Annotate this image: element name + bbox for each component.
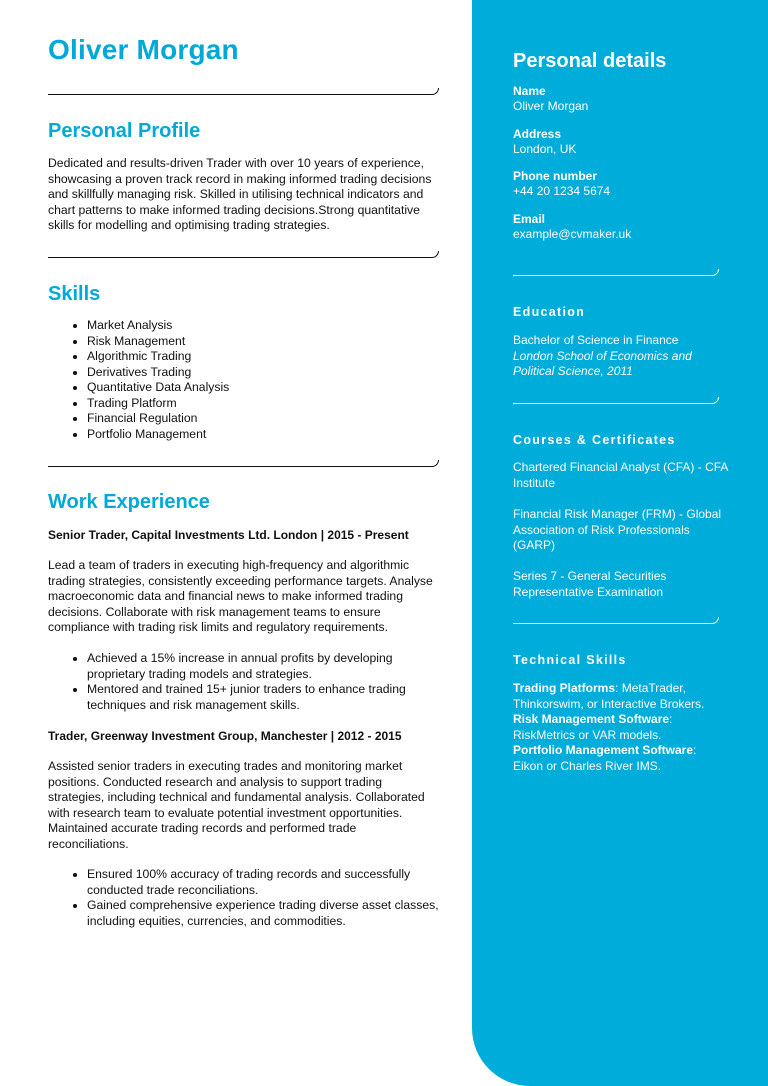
tech-skill-value: : MetaTrader, Thinkorswim, or Interactive Brokers. <box>513 681 705 711</box>
job-heading: Trader, Greenway Investment Group, Manchester | 2012 - 2015 <box>48 729 402 743</box>
courses-title: Courses & Certificates <box>513 433 676 447</box>
education-school: London School of Economics and Political Science, 2011 <box>513 348 692 378</box>
course-item: Financial Risk Manager (FRM) - Global Association of Risk Professionals (GARP) <box>513 507 722 552</box>
skill-item: • Market Analysis <box>87 318 440 334</box>
tech-skill-value: : Eikon or Charles River IMS. <box>513 743 697 773</box>
sidebar-divider <box>513 397 719 404</box>
candidate-name: Oliver Morgan <box>48 34 239 65</box>
job-achievements <box>48 651 440 713</box>
skill-item: • Quantitative Data Analysis <box>87 380 440 396</box>
phone-label: Phone number <box>513 169 598 183</box>
job-description: Lead a team of traders in executing high-frequency and algorithmic trading strategies, consistently exceeding performance targets. Analyse macroeconomic data and financial news to make informed trading decisions. Collaborate with risk management teams to ensure compliance with trading risk limits and regulatory requirements. <box>48 558 433 634</box>
job-achievements <box>48 867 440 929</box>
tech-skill-label: Portfolio Management Software <box>513 743 694 757</box>
address-label: Address <box>513 127 562 141</box>
email-label: Email <box>513 212 546 226</box>
email-value: example@cvmaker.uk <box>513 227 632 241</box>
tech-skill-label: Trading Platforms <box>513 681 616 695</box>
divider <box>48 88 439 95</box>
skill-item: • Derivatives Trading <box>87 365 440 381</box>
address-value: London, UK <box>513 142 577 156</box>
skill-item: • Portfolio Management <box>87 427 440 443</box>
job-description: Assisted senior traders in executing trades and monitoring market positions. Conducted research and analysis to support trading strategies, including technical and fundamental analysis. Collaborated with research team to evaluate potential investment opportunities. Maintained accurate trading records and performed trade reconciliations. <box>48 759 425 851</box>
job-heading: Senior Trader, Capital Investments Ltd. London | 2015 - Present <box>48 528 409 542</box>
divider <box>48 460 439 467</box>
achievement-item: • Achieved a 15% increase in annual profits by developing proprietary trading models and strategies. <box>87 651 440 682</box>
achievement-item: • Mentored and trained 15+ junior traders to enhance trading techniques and risk management skills. <box>87 682 440 713</box>
achievement-item: • Gained comprehensive experience trading diverse asset classes, including equities, currencies, and commodities. <box>87 898 440 929</box>
sidebar-divider <box>513 269 719 276</box>
name-label: Name <box>513 84 546 98</box>
skills-title: Skills <box>48 283 101 305</box>
course-item: Series 7 - General Securities Representative Examination <box>513 569 667 599</box>
divider <box>48 251 439 258</box>
skill-item: • Trading Platform <box>87 396 440 412</box>
education-title: Education <box>513 305 586 319</box>
course-item: Chartered Financial Analyst (CFA) - CFA Institute <box>513 460 728 490</box>
tech-skills-title: Technical Skills <box>513 653 627 667</box>
education-entry <box>513 333 728 380</box>
tech-skill-label: Risk Management Software <box>513 712 670 726</box>
skill-item: • Financial Regulation <box>87 411 440 427</box>
personal-details-title: Personal details <box>513 50 667 72</box>
tech-skill-value: : RiskMetrics or VAR models. <box>513 712 673 742</box>
sidebar-divider <box>513 617 719 624</box>
achievement-item: • Ensured 100% accuracy of trading records and successfully conducted trade reconciliations. <box>87 867 440 898</box>
skill-item: • Risk Management <box>87 334 440 350</box>
phone-value: +44 20 1234 5674 <box>513 184 611 198</box>
profile-title: Personal Profile <box>48 120 201 142</box>
tech-skills-list <box>513 681 728 774</box>
education-degree: Bachelor of Science in Finance <box>513 333 679 347</box>
profile-text: Dedicated and results-driven Trader with over 10 years of experience, showcasing a proven track record in making informed trading decisions and skillfully managing risk. Skilled in utilising technical indicators and chart patterns to make informed trading decisions.Strong quantitative skills for modelling and optimising trading strategies. <box>48 156 432 232</box>
sidebar <box>472 0 768 1086</box>
skill-item: • Algorithmic Trading <box>87 349 440 365</box>
skills-list <box>48 318 440 442</box>
name-value: Oliver Morgan <box>513 99 589 113</box>
work-title: Work Experience <box>48 491 210 513</box>
